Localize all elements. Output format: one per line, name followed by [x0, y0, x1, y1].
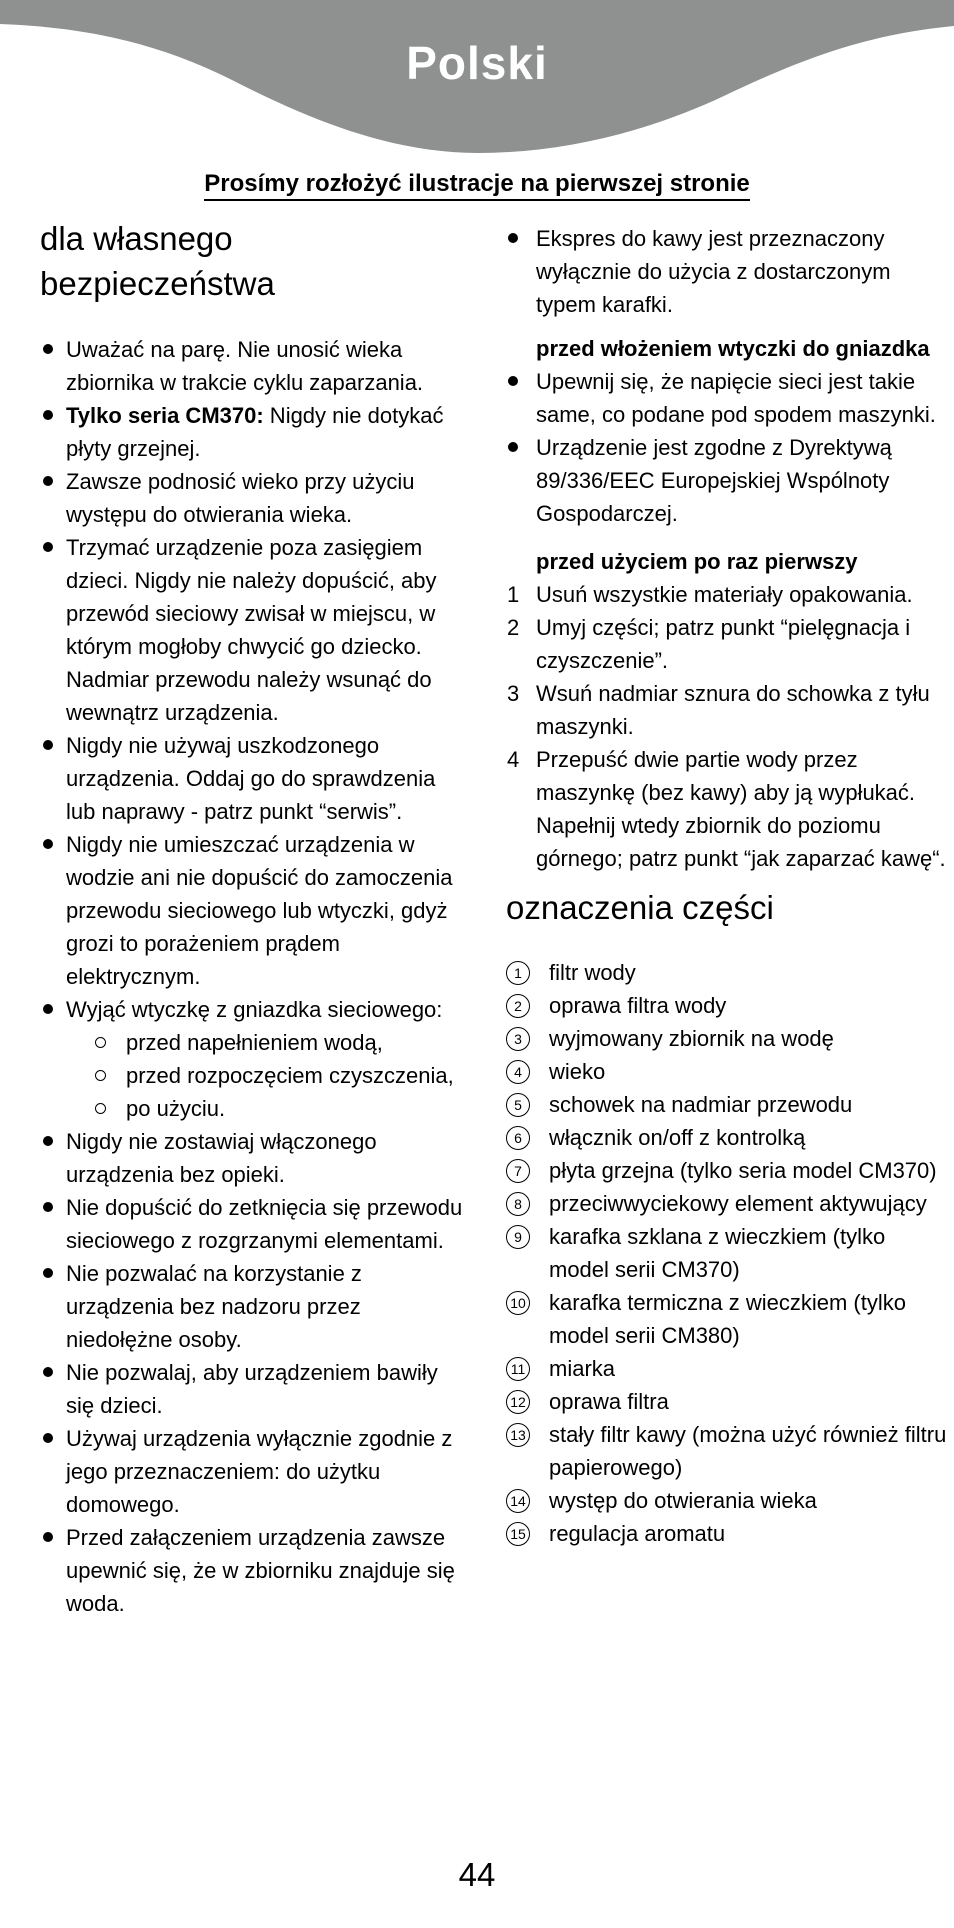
circled-number: 2	[506, 994, 530, 1018]
circled-number: 1	[506, 961, 530, 985]
part-label: oprawa filtra wody	[549, 993, 727, 1018]
bullet-item	[40, 465, 464, 531]
bullet-text-bold: Tylko seria CM370:	[66, 403, 264, 428]
part-label: schowek na nadmiar przewodu	[549, 1092, 853, 1117]
part-item	[506, 1352, 950, 1385]
part-item	[506, 1088, 950, 1121]
bullet-icon	[43, 740, 53, 750]
part-item	[506, 956, 950, 989]
circled-number: 11	[506, 1357, 530, 1381]
part-item	[506, 1154, 950, 1187]
sub-bullet-item	[94, 1059, 464, 1092]
bullet-text: Uważać na parę. Nie unosić wieka zbiornika w trakcie cyklu zaparzania.	[66, 337, 424, 395]
bullet-text: Upewnij się, że napięcie sieci jest takie same, co podane pod spodem maszynki.	[536, 369, 936, 427]
bullet-text: Nie pozwalaj, aby urządzeniem bawiły się dzieci.	[66, 1360, 438, 1418]
part-label: karafka szklana z wieczkiem (tylko model serii CM370)	[549, 1224, 886, 1282]
bullet-text: Nigdy nie używaj uszkodzonego urządzenia. Oddaj go do sprawdzenia lub naprawy - patrz punkt “serwis”.	[66, 733, 436, 824]
step-text: Umyj części; patrz punkt “pielęgnacja i czyszczenie”.	[536, 615, 911, 673]
sub-bullet-item	[94, 1092, 464, 1125]
step-item	[506, 611, 950, 677]
part-label: regulacja aromatu	[549, 1521, 726, 1546]
step-number: 4	[507, 747, 520, 772]
safety-section	[40, 216, 464, 1620]
bullet-icon	[43, 1136, 53, 1146]
part-label: płyta grzejna (tylko seria model CM370)	[549, 1158, 937, 1183]
bullet-text: Przed załączeniem urządzenia zawsze upewnić się, że w zbiorniku znajduje się woda.	[66, 1525, 455, 1616]
notice-line	[0, 170, 954, 198]
parts-heading: oznaczenia części	[506, 889, 774, 926]
sub-bullet-item	[94, 1026, 464, 1059]
circled-number: 6	[506, 1126, 530, 1150]
step-number: 2	[507, 615, 520, 640]
part-label: występ do otwierania wieka	[549, 1488, 817, 1513]
bullet-item	[40, 1191, 464, 1257]
first-use-heading: przed użyciem po raz pierwszy	[536, 549, 858, 574]
bullet-text: Wyjąć wtyczkę z gniazdka sieciowego:	[66, 997, 443, 1022]
bullet-text: Nigdy nie zostawiaj włączonego urządzenia bez opieki.	[66, 1129, 377, 1187]
bullet-icon	[43, 542, 53, 552]
bullet-item	[506, 222, 950, 321]
part-label: karafka termiczna z wieczkiem (tylko model serii CM380)	[549, 1290, 906, 1348]
part-item	[506, 1385, 950, 1418]
part-item	[506, 1286, 950, 1352]
bullet-icon	[43, 344, 53, 354]
bullet-item	[40, 729, 464, 828]
bullet-text: Nigdy nie umieszczać urządzenia w wodzie ani nie dopuścić do zamoczenia przewodu sieciowego lub wtyczki, gdyż grozi to porażeniem prądem elektrycznym.	[66, 832, 453, 989]
step-item	[506, 677, 950, 743]
part-label: włącznik on/off z kontrolką	[549, 1125, 806, 1150]
circle-bullet-icon	[95, 1103, 106, 1114]
step-number: 1	[507, 582, 520, 607]
part-label: przeciwwyciekowy element aktywujący	[549, 1191, 927, 1216]
bullet-text-group	[66, 993, 464, 1125]
before-plug-heading: przed włożeniem wtyczki do gniazdka	[536, 336, 930, 361]
circled-number: 9	[506, 1225, 530, 1249]
sub-bullet-text: przed rozpoczęciem czyszczenia,	[126, 1063, 454, 1088]
circled-number: 3	[506, 1027, 530, 1051]
bullet-icon	[43, 410, 53, 420]
circled-number: 7	[506, 1159, 530, 1183]
part-item	[506, 1484, 950, 1517]
bullet-item	[40, 1356, 464, 1422]
circled-number: 5	[506, 1093, 530, 1117]
bullet-item	[40, 399, 464, 465]
part-item	[506, 1220, 950, 1286]
bullet-icon	[43, 1268, 53, 1278]
bullet-text: Trzymać urządzenie poza zasięgiem dzieci. Nigdy nie należy dopuścić, aby przewód sieciowy zwisał w miejscu, w którym mogłoby chwycić go dziecko. Nadmiar przewodu należy wsunąć do wewnątrz urządzenia.	[66, 535, 437, 725]
notice-text: Prosímy rozłożyć ilustracje na pierwszej stronie	[204, 170, 750, 201]
part-label: filtr wody	[549, 960, 636, 985]
circled-number: 12	[506, 1390, 530, 1414]
bullet-item	[40, 993, 464, 1125]
bullet-icon	[43, 1433, 53, 1443]
part-item	[506, 1022, 950, 1055]
safety-list	[40, 333, 464, 1620]
bullet-text: Zawsze podnosić wieko przy użyciu występu do otwierania wieka.	[66, 469, 415, 527]
step-item	[506, 578, 950, 611]
bullet-text: Ekspres do kawy jest przeznaczony wyłącznie do użycia z dostarczonym typem karafki.	[536, 226, 891, 317]
bullet-icon	[508, 376, 518, 386]
step-text: Usuń wszystkie materiały opakowania.	[536, 582, 913, 607]
bullet-item	[40, 1521, 464, 1620]
language-title: Polski	[406, 37, 548, 89]
bullet-item	[40, 828, 464, 993]
bullet-item	[506, 365, 950, 431]
step-text: Wsuń nadmiar sznura do schowka z tyłu maszynki.	[536, 681, 930, 739]
part-item	[506, 1517, 950, 1550]
bullet-text: Nigdy nie dotykać płyty grzejnej.	[66, 403, 444, 461]
right-column	[506, 222, 950, 1550]
bullet-item	[40, 531, 464, 729]
part-item	[506, 989, 950, 1022]
circle-bullet-icon	[95, 1070, 106, 1081]
bullet-icon	[43, 1004, 53, 1014]
circled-number: 8	[506, 1192, 530, 1216]
part-label: wyjmowany zbiornik na wodę	[549, 1026, 834, 1051]
bullet-text: Nie pozwalać na korzystanie z urządzenia bez nadzoru przez niedołężne osoby.	[66, 1261, 362, 1352]
part-label: miarka	[549, 1356, 616, 1381]
bullet-item	[506, 431, 950, 530]
bullet-icon	[43, 1532, 53, 1542]
step-number: 3	[507, 681, 520, 706]
circled-number: 13	[506, 1423, 530, 1447]
bullet-text: Używaj urządzenia wyłącznie zgodnie z jego przeznaczeniem: do użytku domowego.	[66, 1426, 453, 1517]
part-label: wieko	[549, 1059, 606, 1084]
circled-number: 14	[506, 1489, 530, 1513]
part-item	[506, 1418, 950, 1484]
safety-heading: dla własnego bezpieczeństwa	[40, 220, 275, 302]
bullet-icon	[43, 1367, 53, 1377]
parts-list	[506, 956, 950, 1550]
step-text: Przepuść dwie partie wody przez maszynkę (bez kawy) aby ją wypłukać. Napełnij wtedy zbiornik do poziomu górnego; patrz punkt “jak zaparzać kawę“.	[536, 747, 946, 871]
part-item	[506, 1055, 950, 1088]
circle-bullet-icon	[95, 1037, 106, 1048]
bullet-item	[40, 1422, 464, 1521]
sub-bullet-text: przed napełnieniem wodą,	[126, 1030, 383, 1055]
bullet-icon	[43, 839, 53, 849]
bullet-icon	[43, 1202, 53, 1212]
bullet-icon	[508, 442, 518, 452]
part-label: oprawa filtra	[549, 1389, 669, 1414]
circled-number: 10	[506, 1291, 530, 1315]
bullet-item	[40, 1125, 464, 1191]
part-label: stały filtr kawy (można użyć również filtru papierowego)	[549, 1422, 947, 1480]
circled-number: 4	[506, 1060, 530, 1084]
bullet-text: Urządzenie jest zgodne z Dyrektywą 89/336/EEC Europejskiej Wspólnoty Gospodarczej.	[536, 435, 892, 526]
bullet-icon	[508, 233, 518, 243]
sub-bullet-text: po użyciu.	[126, 1096, 226, 1121]
bullet-item	[40, 1257, 464, 1356]
part-item	[506, 1187, 950, 1220]
bullet-text: Nie dopuścić do zetknięcia się przewodu sieciowego z rozgrzanymi elementami.	[66, 1195, 463, 1253]
bullet-item	[40, 333, 464, 399]
circled-number: 15	[506, 1522, 530, 1546]
part-item	[506, 1121, 950, 1154]
page-number: 44	[458, 1856, 496, 1893]
bullet-icon	[43, 476, 53, 486]
step-item	[506, 743, 950, 875]
page-header	[0, 0, 954, 170]
